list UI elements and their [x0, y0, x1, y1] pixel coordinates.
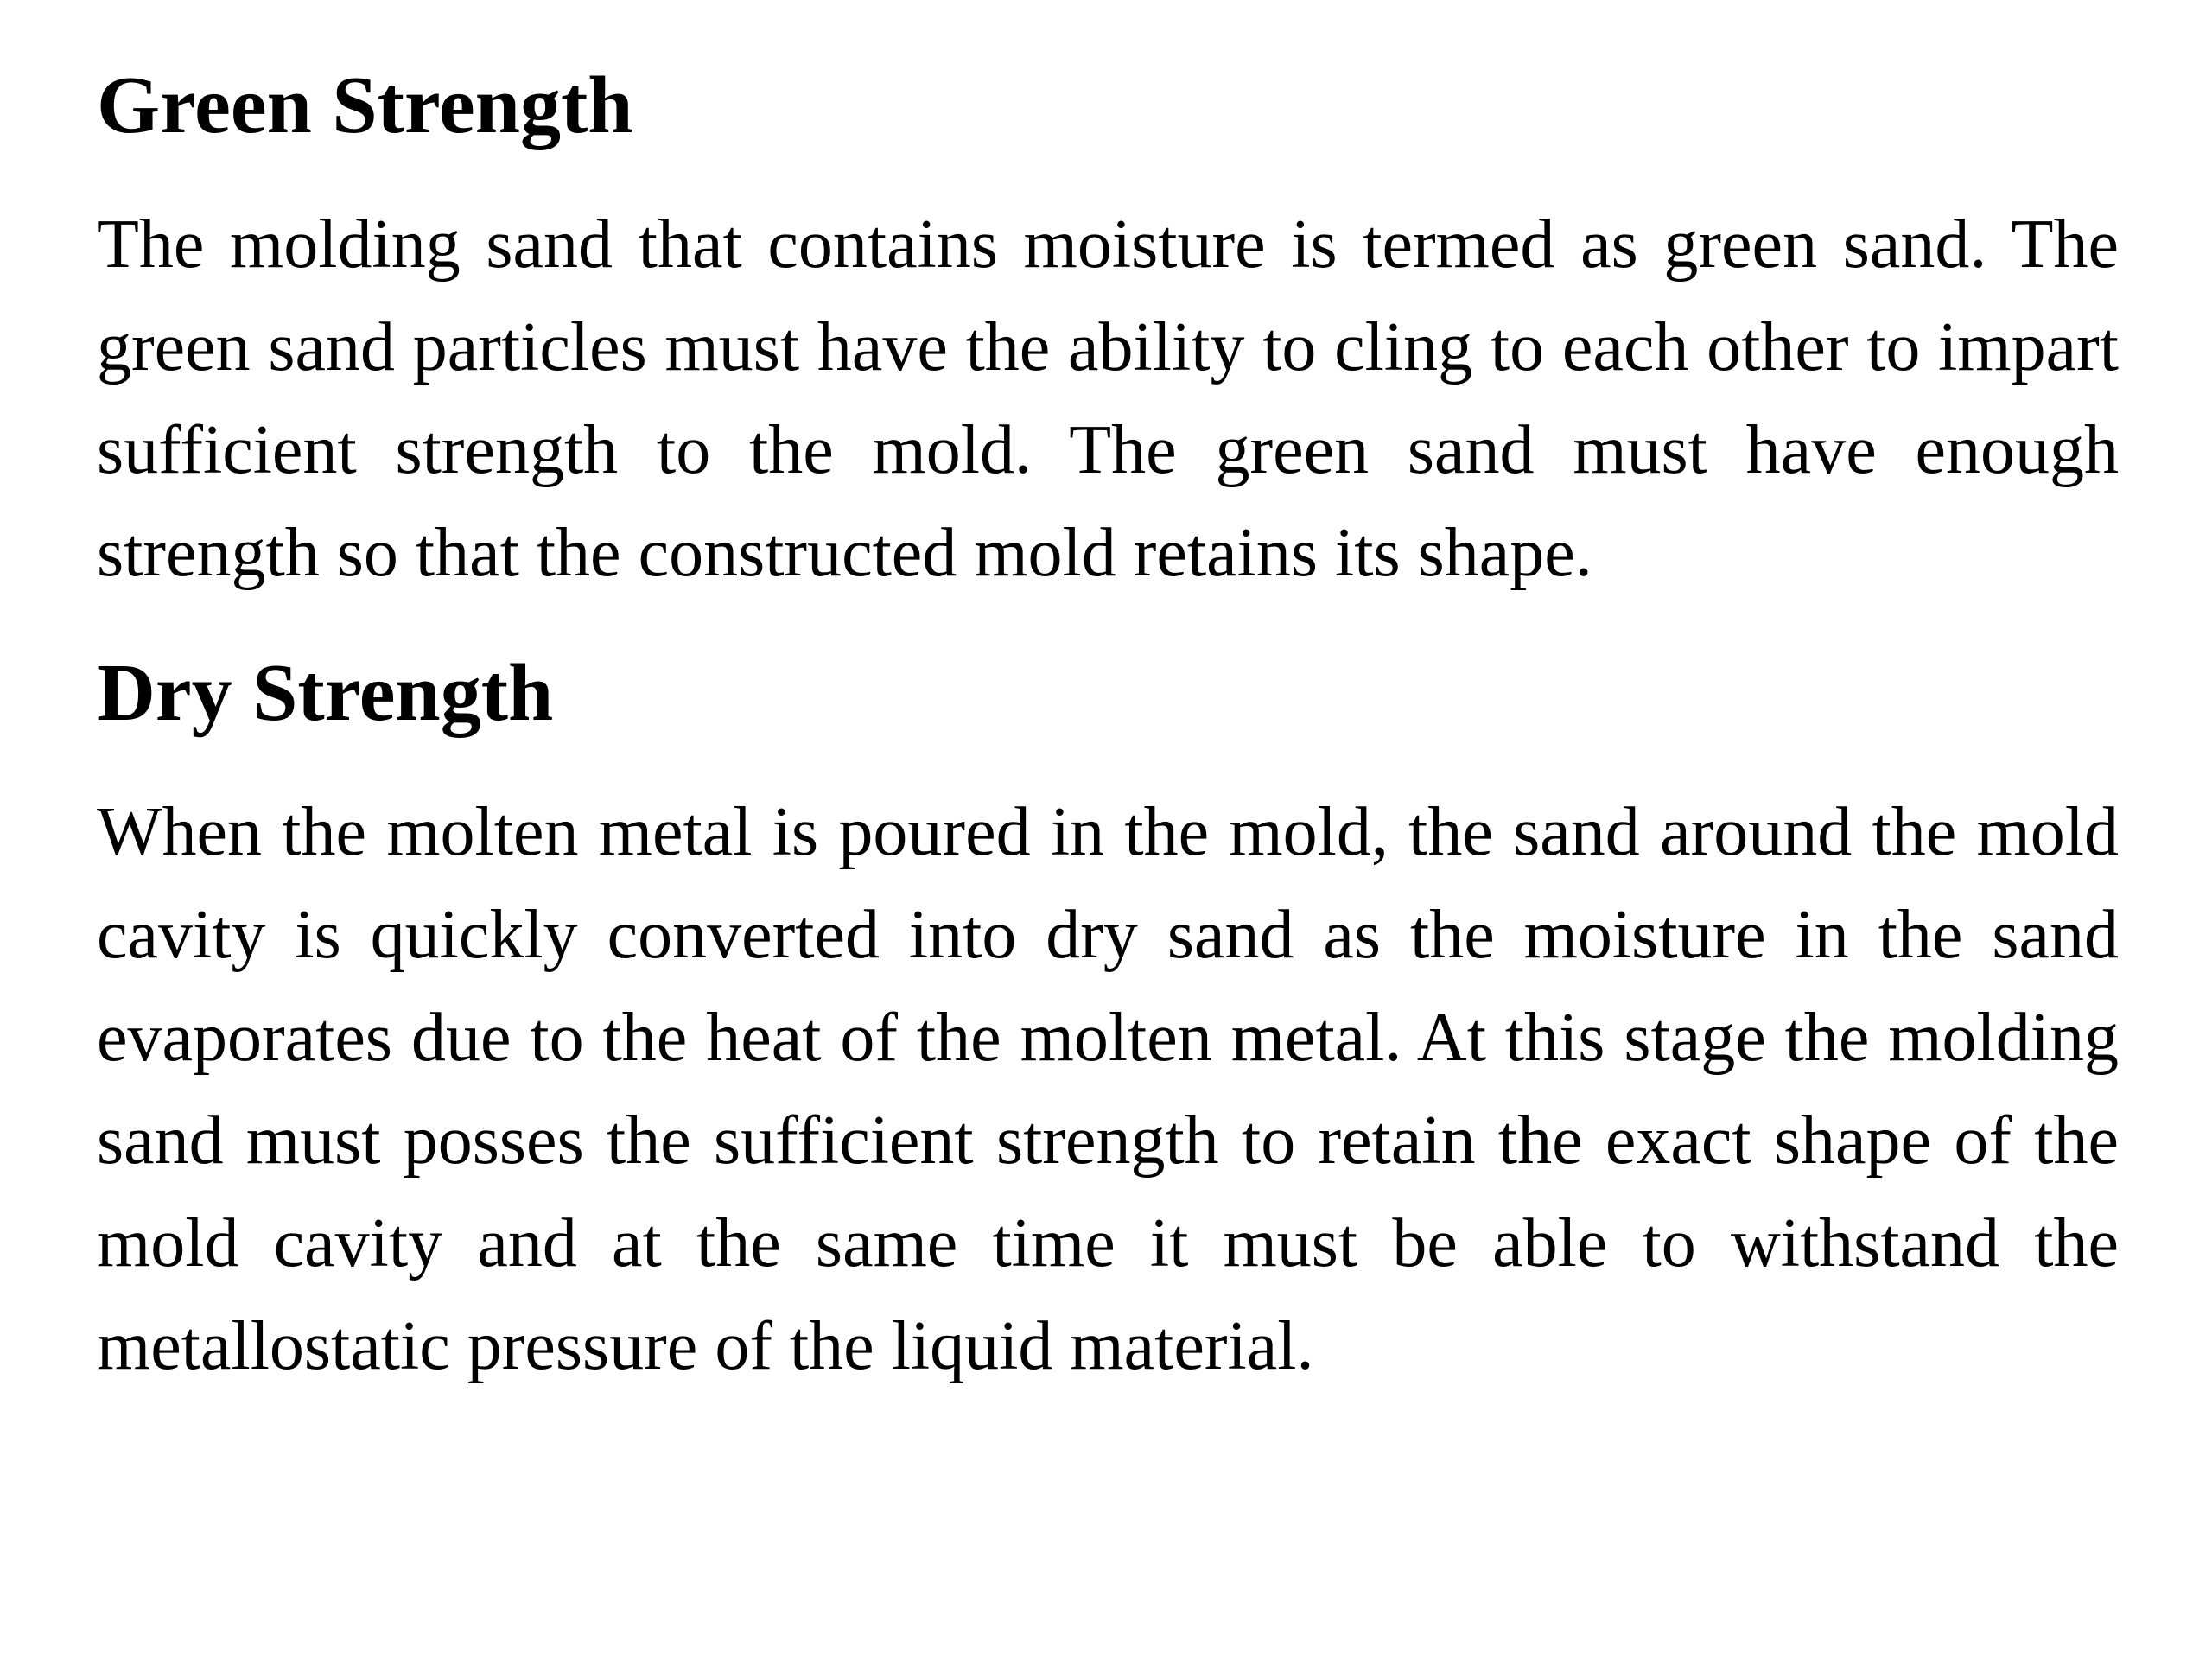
section-heading-green-strength: Green Strength	[97, 60, 633, 150]
paragraph-green-strength: The molding sand that contains moisture is termed as green sand. The green sand particles must have the ability to cling to each other to impart sufficient strength to the mold. The green sand must have enough strength so that the constructed mold retains its shape.	[97, 207, 2119, 592]
document-page	[97, 0, 2119, 1398]
section-heading-dry-strength: Dry Strength	[97, 648, 554, 739]
paragraph-dry-strength: When the molten metal is poured in the mold, the sand around the mold cavity is quickly converted into dry sand as the moisture in the sand evaporates due to the heat of the molten metal. At this stage the molding sand must posses the sufficient strength to retain the exact shape of the mold cavity and at the same time it must be able to withstand the metallostatic pressure of the liquid material.	[97, 794, 2119, 1385]
